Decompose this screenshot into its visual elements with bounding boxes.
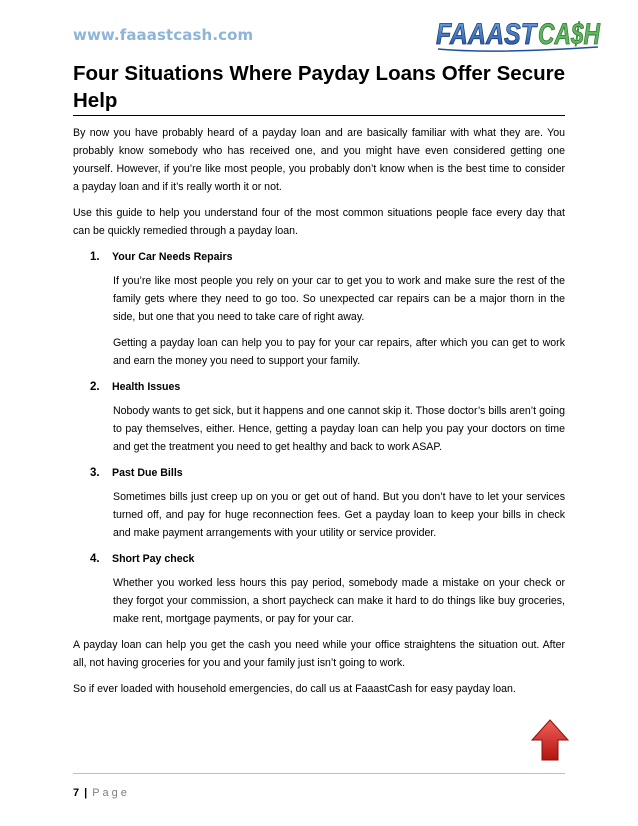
site-url[interactable]: www.faaastcash.com [73, 26, 254, 44]
list-item-paragraph: Sometimes bills just creep up on you or get out of hand. But you don’t have to let your services turned off, and pay for huge reconnection fees. Get a payday loan to keep your bills in check and make payment arrangements with your utility or service provider. [113, 491, 565, 539]
list-item-paragraph: Nobody wants to get sick, but it happens and one cannot skip it. Those doctor’s bills aren’t going to pay themselves, either. Hence, getting a payday loan can help you pay your doctors on time and get the treatment you need to get healthy and back to work ASAP. [113, 405, 565, 453]
list-item [73, 464, 565, 542]
list-item-number: 2. [90, 381, 100, 393]
list-item [73, 550, 565, 628]
list-item-number: 4. [90, 553, 100, 565]
list-item-paragraph: Whether you worked less hours this pay period, somebody made a mistake on your check or they forgot your commission, a short paycheck can make it hard to do things like buy groceries, make rent, mortgage payments, or pay for your car. [113, 577, 565, 625]
up-arrow-icon[interactable] [530, 718, 570, 762]
list-item-heading: Short Pay check [112, 553, 195, 565]
list-item-heading: Your Car Needs Repairs [112, 251, 233, 263]
list-item-number: 1. [90, 251, 100, 263]
list-item-number: 3. [90, 467, 100, 479]
closing-paragraph-1: A payday loan can help you get the cash you need while your office straightens the situation out. After all, not having groceries for you and your family just isn’t going to work. [73, 639, 565, 669]
footer-separator: | [84, 787, 88, 799]
list-item-heading: Health Issues [112, 381, 181, 393]
svg-text:FAAAST: FAAAST [436, 18, 539, 51]
page-title: Four Situations Where Payday Loans Offer Secure Help [73, 62, 565, 112]
closing-paragraph-2: So if ever loaded with household emergencies, do call us at FaaastCash for easy payday loan. [73, 683, 516, 695]
list-item [73, 378, 565, 456]
list-item-paragraph: If you’re like most people you rely on your car to get you to work and make sure the rest of the family gets where they need to go too. So unexpected car repairs can be a major thorn in the side, but one that you need to take care of right away. [113, 275, 565, 323]
document-body [73, 124, 565, 706]
list-item-paragraph: Getting a payday loan can help you to pay for your car repairs, after which you can get to work and earn the money you need to support your family. [113, 337, 565, 367]
page-label: Page [92, 787, 130, 799]
page-footer [73, 787, 130, 799]
footer-divider [73, 773, 565, 774]
intro-paragraph-1: By now you have probably heard of a payday loan and are basically familiar with what they are. You probably know somebody who has received one, and you might have even considered getting one yourself. However, if you’re like most people, you probably don’t know when is the best time to consider a payday loan and if it’s really worth it or not. [73, 127, 565, 193]
title-divider [73, 115, 565, 116]
intro-paragraph-2: Use this guide to help you understand four of the most common situations people face every day that can be quickly remedied through a payday loan. [73, 207, 565, 237]
list-item [73, 248, 565, 370]
list-item-heading: Past Due Bills [112, 467, 183, 479]
svg-text:CA$H: CA$H [538, 18, 602, 51]
page-number: 7 [73, 787, 80, 799]
faaastcash-logo [432, 10, 604, 56]
